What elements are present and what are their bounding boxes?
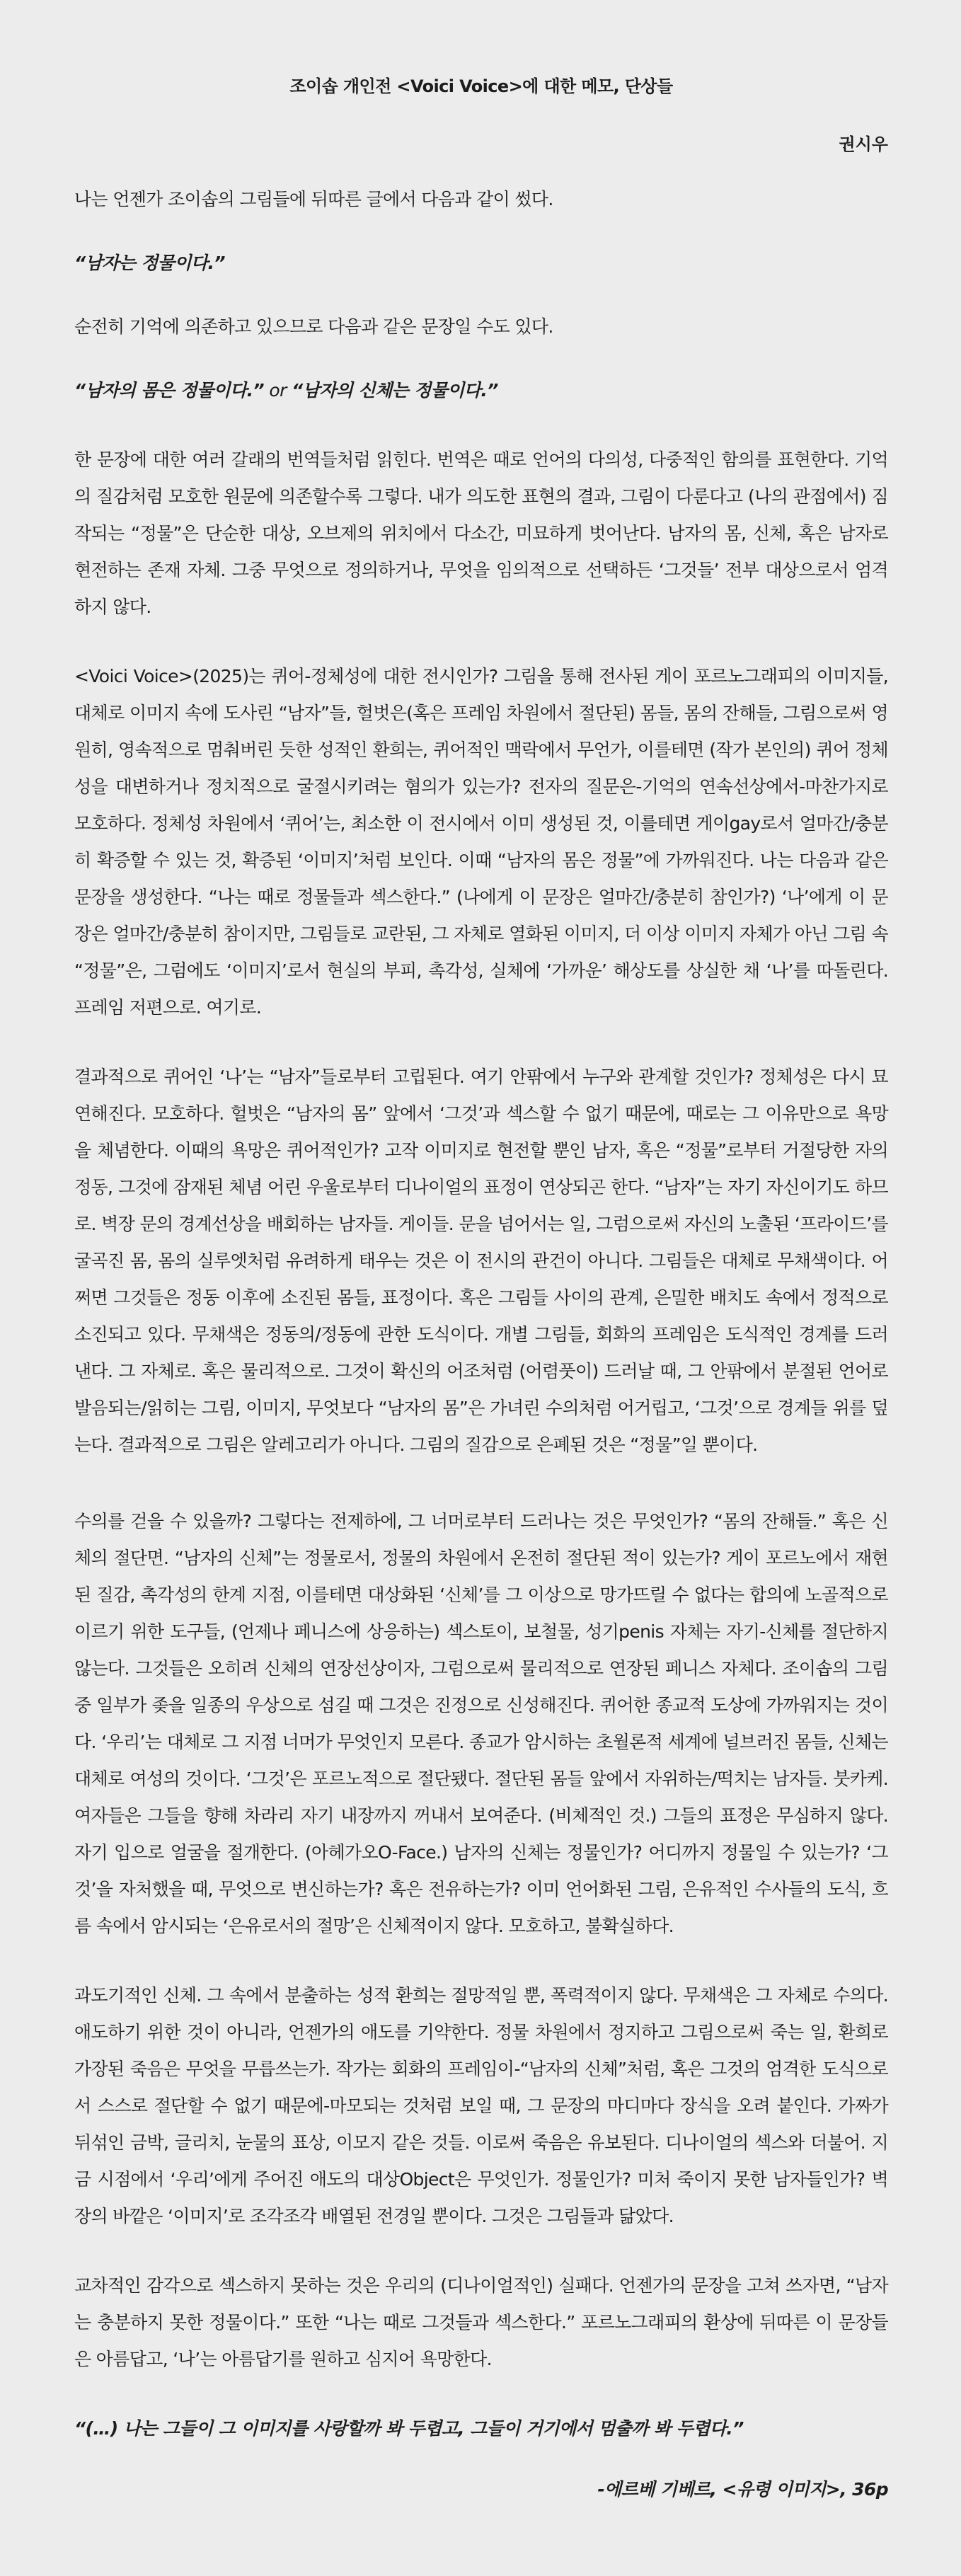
quote-second (74, 372, 888, 409)
body-paragraph-5: 과도기적인 신체. 그 속에서 분출하는 성적 환희는 절망적일 뿐, 폭력적이지 않다. 무채색은 그 자체로 수의다. 애도하기 위한 것이 아니라, 언젠가의 애도를 기약한다. 정물 차원에서 정지하고 그림으로써 죽는 일, 환희로 가장된 죽음은 무엇을 무릅쓰는가. 작가는 회화의 프레임이-“남자의 신체”처럼, 혹은 그것의 엄격한 도식으로서 스스로 절단할 수 없기 때문에-마모되는 것처럼 보일 때, 그 문장의 마디마다 장식을 오려 붙인다. 가짜가 뒤섞인 금박, 글리치, 눈물의 표상, 이모지 같은 것들. 이로써 죽음은 유보된다. 디나이얼의 섹스와 더불어. 지금 시점에서 ‘우리’에게 주어진 애도의 대상Object은 무엇인가. 정물인가? 미처 죽이지 못한 남자들인가? 벽장의 바깥은 ‘이미지’로 조각조각 배열된 전경일 뿐이다. 그것은 그림들과 닮았다. (74, 1985, 888, 2226)
body-paragraph-1: 한 문장에 대한 여러 갈래의 번역들처럼 읽힌다. 번역은 때로 언어의 다의성, 다중적인 함의를 표현한다. 기억의 질감처럼 모호한 원문에 의존할수록 그렇다. 내가 의도한 표현의 결과, 그림이 다룬다고 (나의 관점에서) 짐작되는 “정물”은 단순한 대상, 오브제의 위치에서 다소간, 미묘하게 벗어난다. 남자의 몸, 신체, 혹은 남자로 현전하는 존재 자체. 그중 무엇으로 정의하거나, 무엇을 임의적으로 선택하든 ‘그것들’ 전부 대상으로서 엄격하지 않다. (74, 449, 888, 617)
intro-paragraph: 나는 언젠가 조이솝의 그림들에 뒤따른 글에서 다음과 같이 썼다. (74, 189, 553, 209)
quote-closing: “(…) 나는 그들이 그 이미지를 사랑할까 봐 두렵고, 그들이 거기에서 멈출까 봐 두렵다.” (74, 2418, 744, 2439)
body-paragraph-4: 수의를 걷을 수 있을까? 그렇다는 전제하에, 그 너머로부터 드러나는 것은 무엇인가? “몸의 잔해들.” 혹은 신체의 절단면. “남자의 신체”는 정물로서, 정물의 차원에서 온전히 절단된 적이 있는가? 게이 포르노에서 재현된 질감, 촉각성의 한계 지점, 이를테면 대상화된 ‘신체’를 그 이상으로 망가뜨릴 수 없다는 합의에 노골적으로 이르기 위한 도구들, (언제나 페니스에 상응하는) 섹스토이, 보철물, 성기penis 자체는 자기-신체를 절단하지 않는다. 그것들은 오히려 신체의 연장선상이자, 그럼으로써 물리적으로 연장된 페니스 자체다. 조이솝의 그림 중 일부가 좆을 일종의 우상으로 섬길 때 그것은 진정으로 신성해진다. 퀴어한 종교적 도상에 가까워지는 것이다. ‘우리’는 대체로 그 지점 너머가 무엇인지 모른다. 종교가 암시하는 초월론적 세계에 널브러진 몸들, 신체는 대체로 여성의 것이다. ‘그것’은 포르노적으로 절단됐다. 절단된 몸들 앞에서 자위하는/떡치는 남자들. 붓카케. 여자들은 그들을 향해 차라리 자기 내장까지 꺼내서 보여준다. (비체적인 것.) 그들의 표정은 무심하지 않다. 자기 입으로 얼굴을 절개한다. (아헤가오O-Face.) 남자의 신체는 정물인가? 어디까지 정물일 수 있는가? ‘그것’을 자처했을 때, 무엇으로 변신하는가? 혹은 전유하는가? 이미 언어화된 그림, 은유적인 수사들의 도식, 흐름 속에서 암시되는 ‘은유로서의 절망’은 신체적이지 않다. 모호하고, 불확실하다. (74, 1511, 888, 1936)
quote-second-b: “남자의 신체는 정물이다.” (292, 380, 498, 401)
quote-second-or: or (264, 380, 292, 401)
quote-first: “남자는 정물이다.” (74, 253, 225, 273)
body-paragraph-6: 교차적인 감각으로 섹스하지 못하는 것은 우리의 (디나이얼적인) 실패다. 언젠가의 문장을 고쳐 쓰자면, “남자는 충분하지 못한 정물이다.” 또한 “나는 때로 그것들과 섹스한다.” 포르노그래피의 환상에 뒤따른 이 문장들은 아름답고, ‘나’는 아름답기를 원하고 심지어 욕망한다. (74, 2275, 888, 2369)
document-title: 조이솝 개인전 <Voici Voice>에 대한 메모, 단상들 (289, 76, 673, 96)
author-name: 권시우 (839, 134, 888, 154)
body-paragraph-2: <Voici Voice>(2025)는 퀴어-정체성에 대한 전시인가? 그림을 통해 전사된 게이 포르노그래피의 이미지들, 대체로 이미지 속에 도사린 “남자”들, 헐벗은(혹은 프레임 차원에서 절단된) 몸들, 몸의 잔해들, 그림으로써 영원히, 영속적으로 멈춰버린 듯한 성적인 환희는, 퀴어적인 맥락에서 무언가, 이를테면 (작가 본인의) 퀴어 정체성을 대변하거나 정치적으로 굴절시키려는 혐의가 있는가? 전자의 질문은-기억의 연속선상에서-마찬가지로 모호하다. 정체성 차원에서 ‘퀴어’는, 최소한 이 전시에서 이미 생성된 것, 이를테면 게이gay로서 얼마간/충분히 확증할 수 있는 것, 확증된 ‘이미지’처럼 보인다. 이때 “남자의 몸은 정물”에 가까워진다. 나는 다음과 같은 문장을 생성한다. “나는 때로 정물들과 섹스한다.” (나에게 이 문장은 얼마간/충분히 참인가?) ‘나’에게 이 문장은 얼마간/충분히 참이지만, 그림들로 교란된, 그 자체로 열화된 이미지, 더 이상 이미지 자체가 아닌 그림 속 “정물”은, 그럼에도 ‘이미지’로서 현실의 부피, 촉각성, 실체에 ‘가까운’ 해상도를 상실한 채 ‘나’를 따돌린다. 프레임 저편으로. 여기로. (74, 666, 889, 1018)
body-paragraph-3: 결과적으로 퀴어인 ‘나’는 “남자”들로부터 고립된다. 여기 안팎에서 누구와 관계할 것인가? 정체성은 다시 묘연해진다. 모호하다. 헐벗은 “남자의 몸” 앞에서 ‘그것’과 섹스할 수 없기 때문에, 때로는 그 이유만으로 욕망을 체념한다. 이때의 욕망은 퀴어적인가? 고작 이미지로 현전할 뿐인 남자, 혹은 “정물”로부터 거절당한 자의 정동, 그것에 잠재된 체념 어린 우울로부터 디나이얼의 표정이 연상되곤 한다. “남자”는 자기 자신이기도 하므로. 벽장 문의 경계선상을 배회하는 남자들. 게이들. 문을 넘어서는 일, 그럼으로써 자신의 노출된 ‘프라이드’를 굴곡진 몸, 몸의 실루엣처럼 유려하게 태우는 것은 이 전시의 관건이 아니다. 그림들은 대체로 무채색이다. 어쩌면 그것들은 정동 이후에 소진된 몸들, 표정이다. 혹은 그림들 사이의 관계, 은밀한 배치도 속에서 정적으로 소진되고 있다. 무채색은 정동의/정동에 관한 도식이다. 개별 그림들, 회화의 프레임은 도식적인 경계를 드러낸다. 그 자체로. 혹은 물리적으로. 그것이 확신의 어조처럼 (어렴풋이) 드러날 때, 그 안팎에서 분절된 언어로 발음되는/읽히는 그림, 이미지, 무엇보다 “남자의 몸”은 가녀린 수의처럼 어거립고, ‘그것’으로 경계들 위를 덮는다. 결과적으로 그림은 알레고리가 아니다. 그림의 질감으로 은폐된 것은 “정물”일 뿐이다. (74, 1066, 888, 1455)
quote-source: -에르베 기베르, <유령 이미지>, 36p (597, 2479, 888, 2500)
intro-second-paragraph: 순전히 기억에 의존하고 있으므로 다음과 같은 문장일 수도 있다. (74, 316, 553, 337)
quote-second-a: “남자의 몸은 정물이다.” (74, 380, 265, 401)
